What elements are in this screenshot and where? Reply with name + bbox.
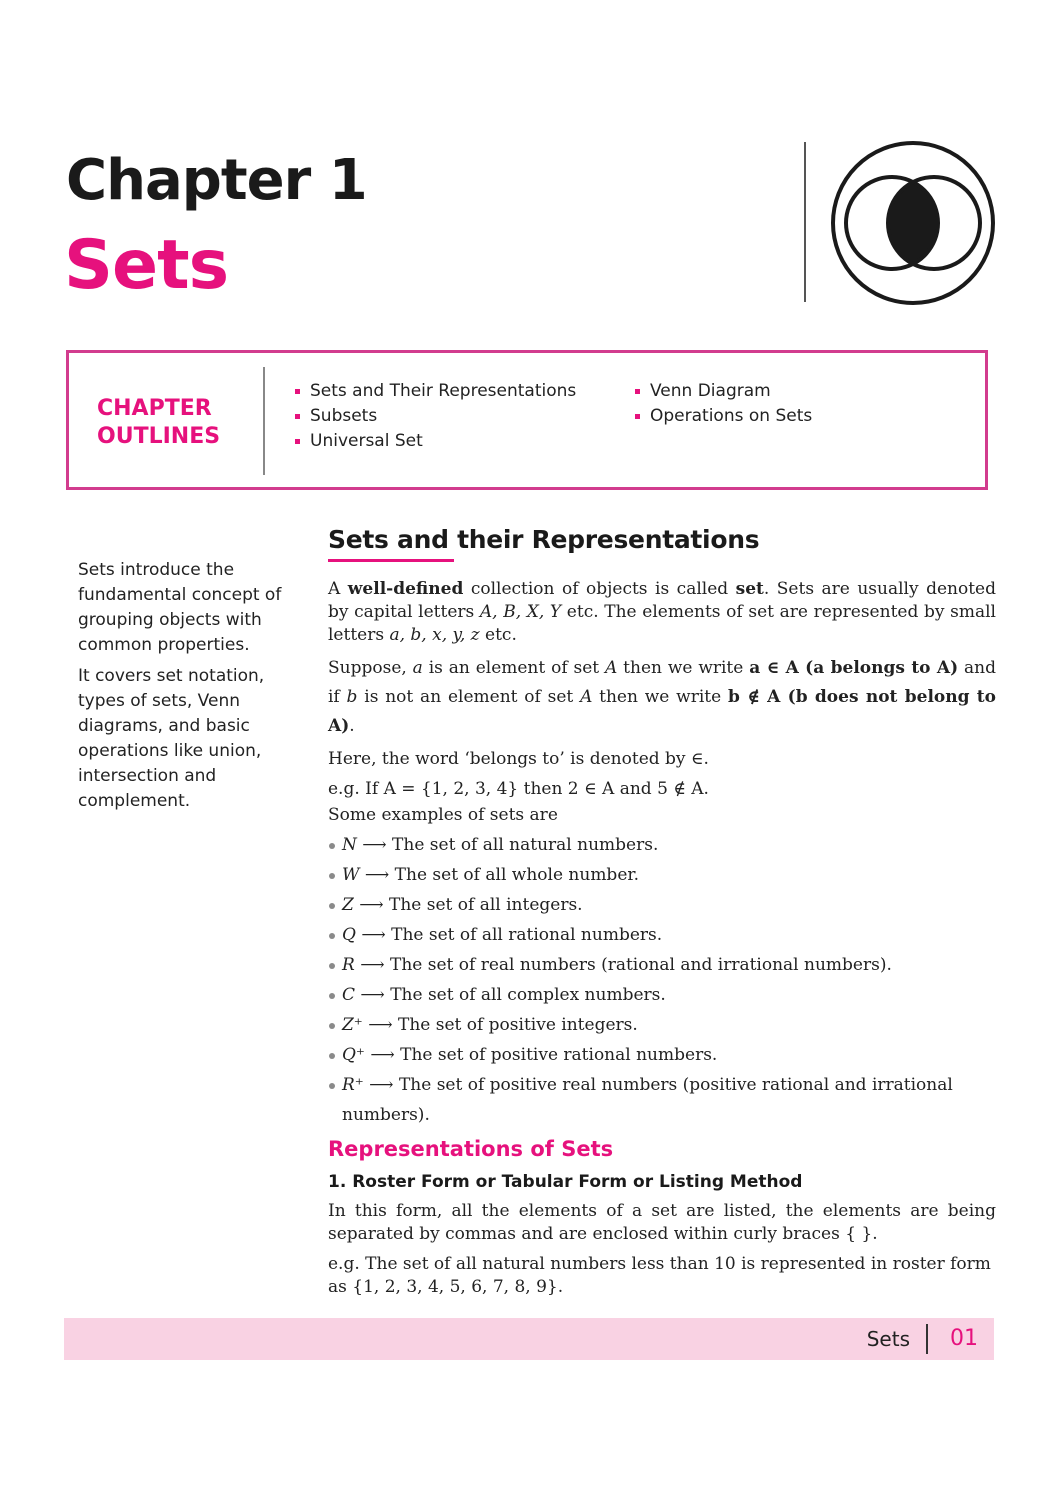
- list-item: [328, 920, 996, 950]
- roster-example-paragraph: e.g. The set of all natural numbers less than 10 is represented in roster form as {1, 2, 3, 4, 5, 6, 7, 8, 9}.: [328, 1254, 991, 1297]
- example-paragraph: e.g. If A = {1, 2, 3, 4} then 2 ∈ A and 5 ∉ A.: [328, 779, 709, 799]
- set-description: ⟶ The set of all whole number.: [359, 865, 640, 885]
- chapter-label: Chapter 1: [66, 148, 367, 213]
- set-symbol: Q: [342, 925, 356, 945]
- set-description: ⟶ The set of real numbers (rational and irrational numbers).: [354, 955, 892, 975]
- set-description: ⟶ The set of all integers.: [353, 895, 583, 915]
- set-symbol: W: [342, 865, 360, 885]
- list-item: [328, 890, 996, 920]
- outline-item: Subsets: [295, 404, 576, 429]
- outline-item: Universal Set: [295, 429, 576, 454]
- sidebar-paragraph: Sets introduce the fundamental concept of grouping objects with common properties.: [78, 560, 282, 655]
- list-item: [328, 830, 996, 860]
- examples-intro: Some examples of sets are: [328, 805, 558, 825]
- method-title: 1. Roster Form or Tabular Form or Listing Method: [328, 1172, 803, 1192]
- set-description: ⟶ The set of positive integers.: [362, 1015, 638, 1035]
- membership-paragraph: [328, 654, 996, 741]
- set-description: ⟶ The set of positive rational numbers.: [364, 1045, 718, 1065]
- section-title: Sets and their Representations: [328, 525, 760, 554]
- footer-chapter-name: Sets: [866, 1327, 910, 1351]
- text-run: etc.: [479, 625, 517, 645]
- outline-column-2: [635, 379, 812, 429]
- outline-item: Operations on Sets: [635, 404, 812, 429]
- text-run: and if: [328, 658, 997, 707]
- text-run-italic: A, B, X, Y: [479, 602, 562, 622]
- set-symbol: Z: [342, 895, 354, 915]
- outline-heading: [97, 395, 220, 451]
- text-run: then we write: [617, 658, 750, 678]
- text-run-italic: a: [412, 658, 423, 678]
- footer-band: [64, 1318, 994, 1360]
- footer-divider: [926, 1324, 928, 1354]
- belongs-to-paragraph: Here, the word ‘belongs to’ is denoted by ∈.: [328, 749, 709, 769]
- outline-heading-line1: CHAPTER: [97, 396, 212, 421]
- set-symbol: Z⁺: [342, 1015, 363, 1035]
- roster-paragraph: In this form, all the elements of a set are listed, the elements are being separated by commas and are enclosed within curly braces { }.: [328, 1201, 996, 1244]
- text-run: is not an element of set: [357, 687, 581, 707]
- set-symbol: N: [342, 835, 357, 855]
- text-run-bold: a ∈ A (a belongs to A): [749, 658, 959, 678]
- text-run: A: [328, 579, 348, 599]
- text-run-bold: b ∉ A (b does not belong to A): [328, 687, 997, 736]
- text-run-italic: A: [605, 658, 618, 678]
- set-examples-list: [328, 830, 996, 1130]
- set-symbol: R⁺: [342, 1075, 364, 1095]
- text-run-italic: a, b, x, y, z: [389, 625, 480, 645]
- set-symbol: C: [342, 985, 356, 1005]
- definition-paragraph: [328, 578, 996, 647]
- text-run-italic: b: [346, 687, 358, 707]
- text-run: .: [349, 716, 355, 736]
- text-run-italic: A: [580, 687, 593, 707]
- text-run: is an element of set: [422, 658, 605, 678]
- text-run: Suppose,: [328, 658, 413, 678]
- page-number: 01: [950, 1326, 978, 1351]
- chapter-outline-box: [66, 350, 988, 490]
- outline-item: Venn Diagram: [635, 379, 812, 404]
- subsection-title: Representations of Sets: [328, 1137, 614, 1161]
- text-run: collection of objects is called: [463, 579, 736, 599]
- outline-heading-line2: OUTLINES: [97, 424, 221, 449]
- main-content: [328, 525, 997, 1306]
- section-underline: [328, 559, 454, 562]
- set-description: ⟶ The set of positive real numbers (positive rational and irrational numbers).: [342, 1075, 953, 1125]
- list-item: [328, 980, 996, 1010]
- list-item: [328, 950, 996, 980]
- text-run: then we write: [592, 687, 729, 707]
- text-run: etc. The elements of set are represented by small letters: [328, 602, 996, 645]
- outline-divider: [263, 367, 265, 475]
- set-description: ⟶ The set of all natural numbers.: [356, 835, 659, 855]
- chapter-title: Sets: [64, 226, 229, 305]
- venn-diagram-icon: [830, 140, 996, 306]
- list-item: [328, 1010, 996, 1040]
- set-symbol: R: [342, 955, 355, 975]
- sidebar-summary: [78, 558, 288, 820]
- set-symbol: Q⁺: [342, 1045, 365, 1065]
- list-item: [328, 1070, 996, 1130]
- header-divider: [804, 142, 806, 302]
- list-item: [328, 860, 996, 890]
- set-description: ⟶ The set of all complex numbers.: [355, 985, 666, 1005]
- list-item: [328, 1040, 996, 1070]
- sidebar-paragraph: It covers set notation, types of sets, Venn diagrams, and basic operations like union, intersection and complement.: [78, 666, 265, 811]
- text-run-bold: set: [735, 579, 764, 599]
- outline-column-1: [295, 379, 576, 454]
- outline-item: Sets and Their Representations: [295, 379, 576, 404]
- text-run-bold: well-defined: [347, 579, 464, 599]
- set-description: ⟶ The set of all rational numbers.: [355, 925, 663, 945]
- text-run: . Sets are usually denoted by capital letters: [328, 579, 996, 622]
